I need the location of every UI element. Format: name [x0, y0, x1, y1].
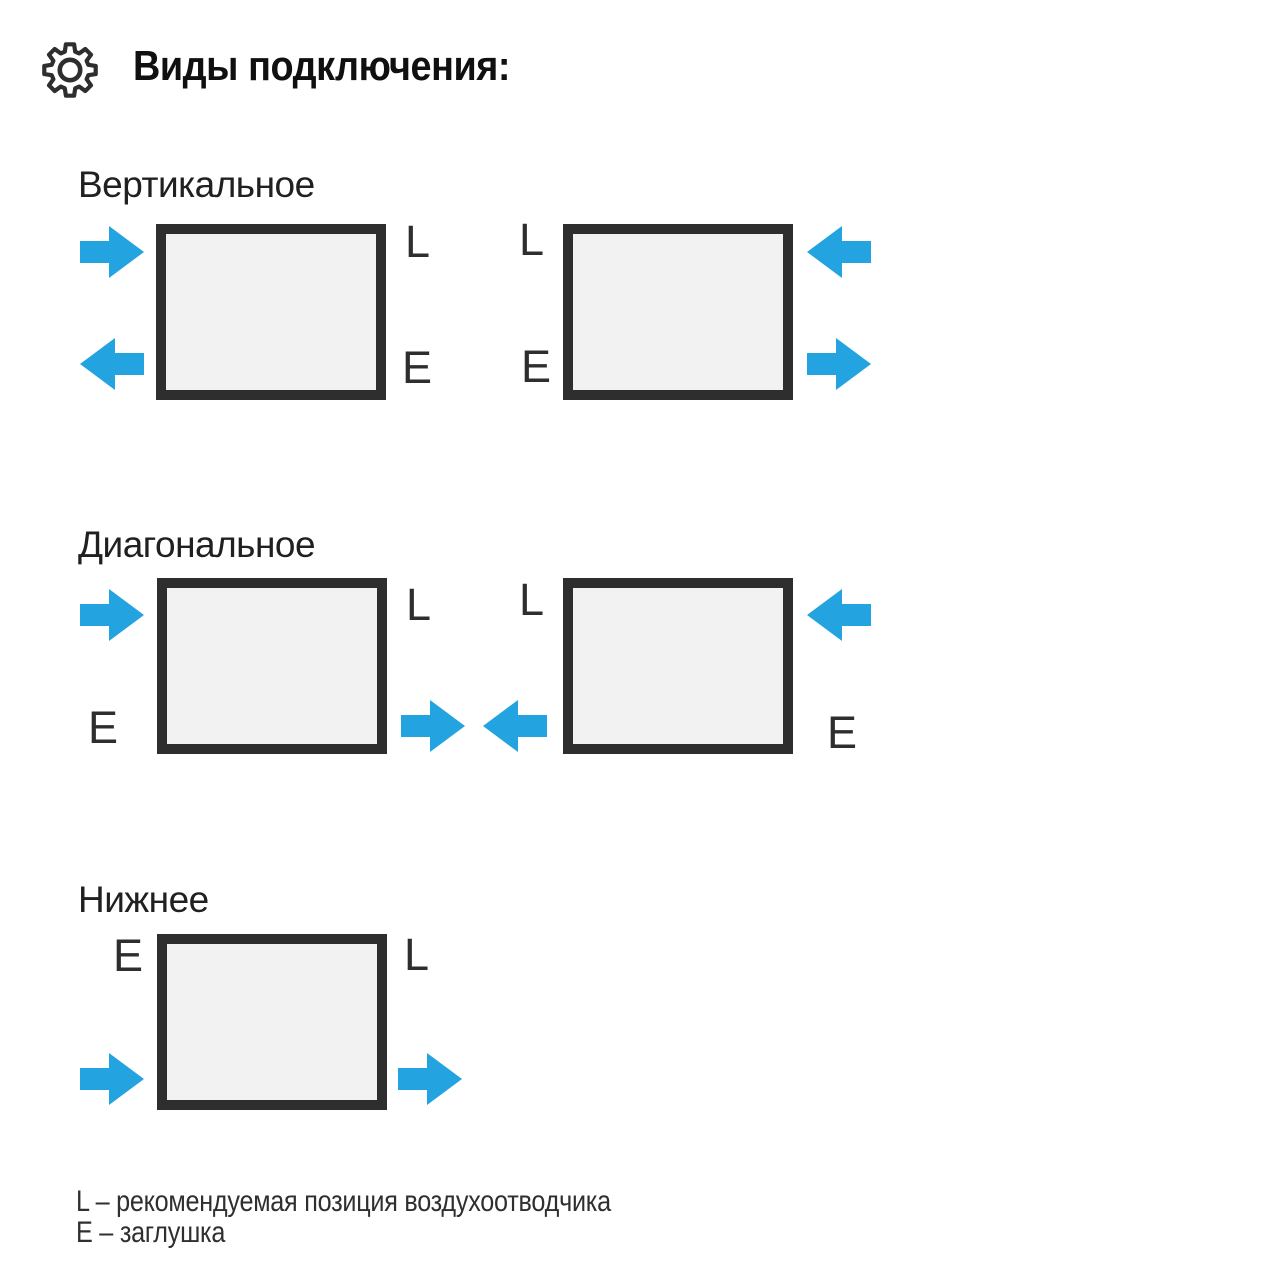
page-title: Виды подключения:	[133, 42, 511, 89]
section-title-diagonal: Диагональное	[78, 524, 316, 565]
pipe-label-l: L	[404, 929, 430, 980]
arrow-right-icon	[401, 700, 465, 752]
pipe-label-l: L	[405, 216, 431, 267]
radiator-rect	[563, 578, 793, 754]
pipe-label-e: E	[88, 702, 119, 753]
arrow-right-icon	[398, 1053, 462, 1105]
pipe-label-e: E	[402, 342, 433, 393]
pipe-label-e: E	[113, 930, 144, 981]
arrow-right-icon	[80, 1053, 144, 1105]
arrow-left-icon	[807, 589, 871, 641]
pipe-label-l: L	[519, 574, 545, 625]
gear-icon	[42, 42, 98, 98]
legend	[76, 1186, 611, 1248]
section-title-bottom: Нижнее	[78, 879, 209, 920]
arrow-right-icon	[80, 226, 144, 278]
legend-line-e: E – заглушка	[76, 1216, 226, 1249]
legend-line-l: L – рекомендуемая позиция воздухоотводчика	[76, 1185, 611, 1218]
arrow-left-icon	[80, 338, 144, 390]
pipe-label-e: E	[827, 707, 858, 758]
radiator-rect	[157, 578, 387, 754]
arrow-left-icon	[807, 226, 871, 278]
radiator-rect	[157, 934, 387, 1110]
radiator-rect	[563, 224, 793, 400]
arrow-right-icon	[80, 589, 144, 641]
pipe-label-l: L	[519, 214, 545, 265]
section-title-vertical: Вертикальное	[78, 164, 315, 205]
arrow-right-icon	[807, 338, 871, 390]
pipe-label-e: E	[521, 341, 552, 392]
pipe-label-l: L	[406, 579, 432, 630]
arrow-left-icon	[483, 700, 547, 752]
radiator-rect	[156, 224, 386, 400]
